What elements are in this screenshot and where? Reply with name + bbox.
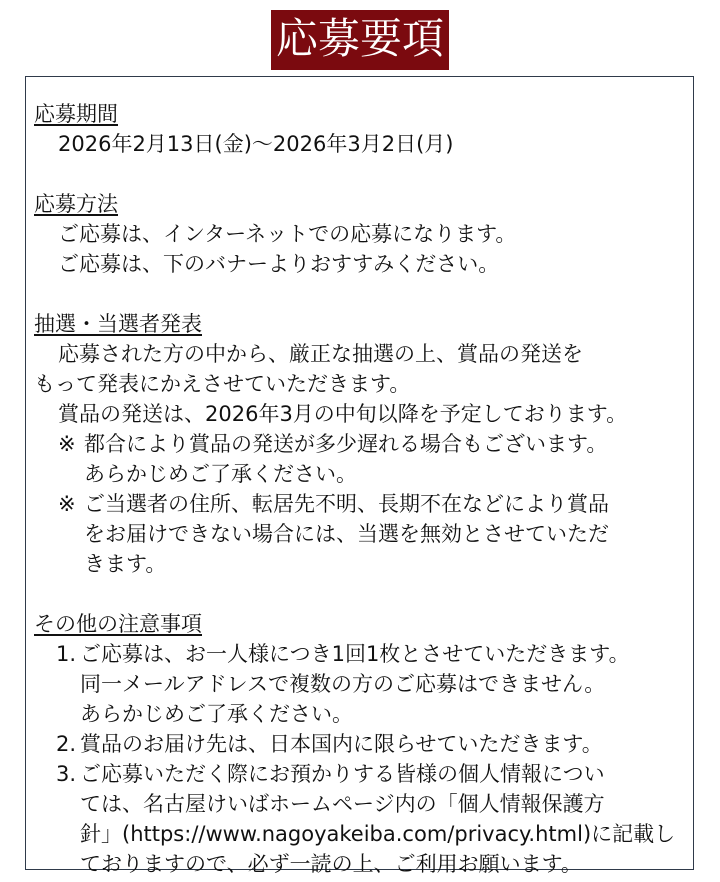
guidelines-content [34, 99, 687, 879]
list-line: ては、名古屋けいばホームページ内の「個人情報保護方 [80, 792, 605, 816]
lottery-text: もって発表にかえさせていただきます。 [34, 372, 411, 396]
list-line: ておりますので、必ず一読の上、ご利用お願います。 [80, 852, 582, 876]
note-line: ご当選者の住所、転居先不明、長期不在などにより賞品 [84, 492, 609, 516]
lottery-note [34, 429, 687, 489]
period-text: 2026年2月13日(金)〜2026年3月2日(月) [58, 132, 454, 156]
note-mark: ※ [58, 432, 76, 456]
list-line: ご応募いただく際にお預かりする皆様の個人情報につい [80, 762, 605, 786]
list-item [34, 639, 687, 729]
guidelines-box [25, 76, 694, 876]
note-mark: ※ [58, 492, 76, 516]
lottery-heading: 抽選・当選者発表 [34, 312, 202, 336]
lottery-note [34, 489, 687, 579]
list-number: 3. [56, 762, 77, 786]
list-line: あらかじめご了承ください。 [80, 702, 353, 726]
method-line: ご応募は、下のバナーよりおすすみください。 [58, 252, 500, 276]
lottery-text: 応募された方の中から、厳正な抽選の上、賞品の発送を [58, 342, 583, 366]
list-line: ご応募は、お一人様につき1回1枚とさせていただきます。 [80, 642, 630, 666]
lottery-shipping-text: 賞品の発送は、2026年3月の中旬以降を予定しております。 [58, 402, 628, 426]
page-title: 応募要項 [271, 10, 449, 70]
list-number: 2. [56, 732, 77, 756]
note-line: きます。 [84, 552, 167, 576]
spacer [34, 159, 687, 189]
spacer [34, 579, 687, 609]
list-line: 賞品のお届け先は、日本国内に限らせていただきます。 [80, 732, 603, 756]
note-line: をお届けできない場合には、当選を無効とさせていただ [84, 522, 609, 546]
list-number: 1. [56, 642, 77, 666]
privacy-url-line: 針」(https://www.nagoyakeiba.com/privacy.html)に記載し [80, 822, 676, 846]
title-wrap [0, 10, 720, 70]
list-item [34, 729, 687, 759]
list-line: 同一メールアドレスで複数の方のご応募はできません。 [80, 672, 606, 696]
note-line: 都合により賞品の発送が多少遅れる場合もございます。 [84, 432, 608, 456]
other-heading: その他の注意事項 [34, 612, 202, 636]
period-heading: 応募期間 [34, 102, 118, 126]
method-heading: 応募方法 [34, 192, 118, 216]
list-item [34, 759, 687, 879]
spacer [34, 279, 687, 309]
note-line: あらかじめご了承ください。 [84, 462, 357, 486]
method-line: ご応募は、インターネットでの応募になります。 [58, 222, 517, 246]
